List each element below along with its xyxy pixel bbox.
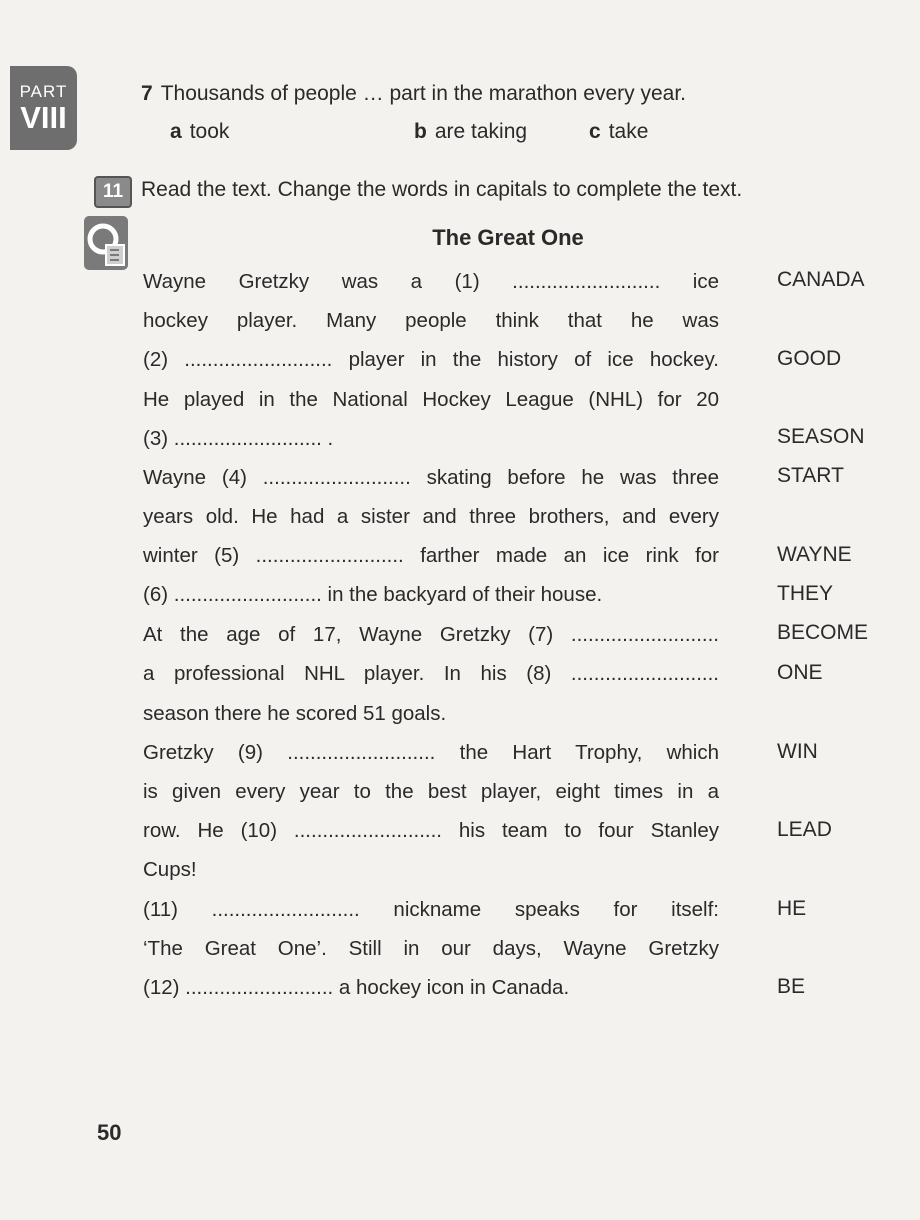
keyword: BECOME [777,621,869,644]
keyword: THEY [777,582,834,605]
text-line: (6) .......................... in the backyard of their house. [143,583,603,606]
option-text: take [608,120,649,143]
text-line: Wayne Gretzky was a (1) .......................... ice [143,270,719,293]
keyword: SEASON [777,425,865,448]
text-line: He played in the National Hockey League (NHL) for 20 [143,388,719,411]
text-line: season there he scored 51 goals. [143,702,447,725]
option-text: are taking [434,120,528,143]
question-7 [141,82,686,106]
question-number: 7 [141,82,153,105]
page-number: 50 [97,1120,122,1145]
text-line: (11) .......................... nickname speaks for itself: [143,898,719,921]
part-numeral: VIII [20,100,67,135]
text-line: ‘The Great One’. Still in our days, Wayne Gretzky [143,937,719,960]
text-line: At the age of 17, Wayne Gretzky (7) .......................... [143,623,719,646]
text-title: The Great One [432,225,584,250]
text-line: Wayne (4) .......................... skating before he was three [143,466,719,489]
keyword: HE [777,897,807,920]
option-letter: a [170,120,182,143]
text-line: row. He (10) .......................... his team to four Stanley [143,819,719,842]
keyword: ONE [777,661,823,684]
option-text: took [189,120,230,143]
text-line: (2) .......................... player in the history of ice hockey. [143,348,719,371]
exercise-number: 11 [94,176,132,208]
keyword: CANADA [777,268,865,291]
keyword: WAYNE [777,543,852,566]
option-a [170,120,229,144]
option-letter: c [589,120,601,143]
keyword: BE [777,975,806,998]
text-line: Cups! [143,858,197,881]
keyword: GOOD [777,347,842,370]
text-line: hockey player. Many people think that he was [143,309,719,332]
exercise-instruction: Read the text. Change the words in capitals to complete the text. [141,178,743,201]
keyword: START [777,464,844,487]
text-line: (12) .......................... a hockey icon in Canada. [143,976,570,999]
text-line: is given every year to the best player, eight times in a [143,780,719,803]
option-c [589,120,648,144]
keyword: LEAD [777,818,832,841]
keyword: WIN [777,740,818,763]
option-b [414,120,527,144]
part-tab [10,66,77,150]
text-line: a professional NHL player. In his (8) .......................... [143,662,719,685]
question-text: Thousands of people … part in the marathon every year. [160,82,686,105]
text-line: Gretzky (9) .......................... the Hart Trophy, which [143,741,719,764]
text-line: winter (5) .......................... farther made an ice rink for [143,544,719,567]
text-line: (3) .......................... . [143,427,334,450]
option-letter: b [414,120,427,143]
part-label: PART [19,82,68,101]
text-line: years old. He had a sister and three brothers, and every [143,505,719,528]
